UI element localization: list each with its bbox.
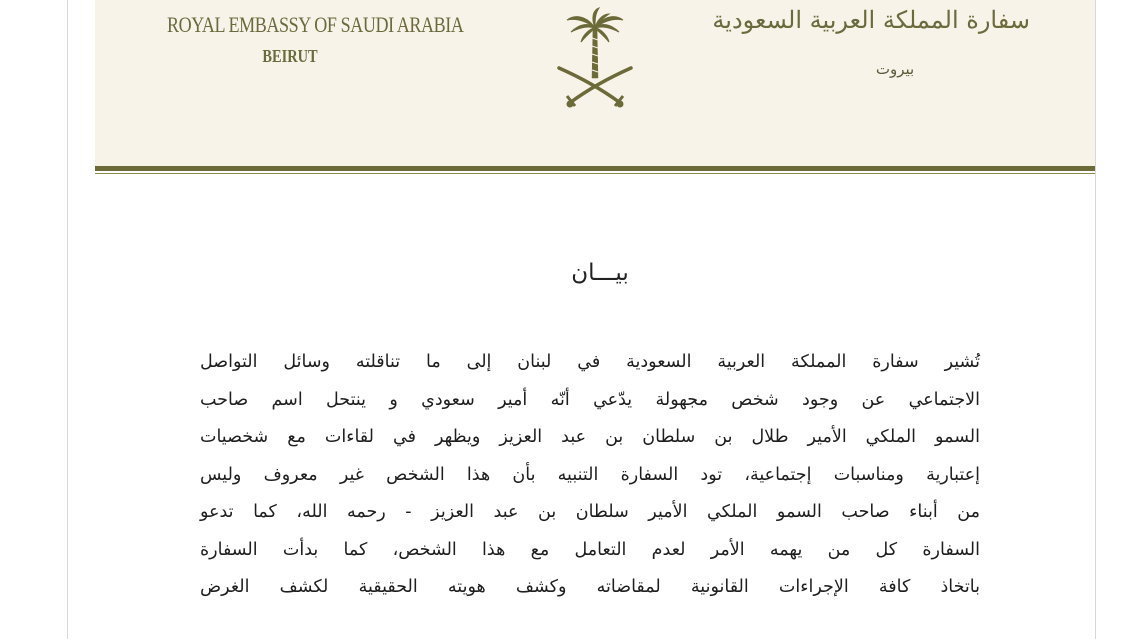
statement-line: باتخاذ كافة الإجراءات القانونية لمقاضاته وكشف هويته الحقيقية لكشف الغرض [200, 577, 980, 597]
statement-heading: بيـــان [571, 260, 629, 286]
statement-line: تُشير سفارة المملكة العربية السعودية في لبنان إلى ما تناقلته وسائل التواصل [200, 352, 980, 372]
english-embassy-title: ROYAL EMBASSY OF SAUDI ARABIA [167, 12, 464, 37]
statement-line: من أبناء صاحب السمو الملكي الأمير سلطان بن عبد العزيز - رحمه الله، كما تدعو [200, 502, 980, 522]
palm-swords-emblem-icon [553, 6, 637, 110]
statement-body [200, 344, 980, 607]
statement-line: الاجتماعي عن وجود شخص مجهولة يدّعي أنّه أمير سعودي و ينتحل اسم صاحب [200, 389, 980, 410]
statement-line: السفارة كل من يهمه الأمر لعدم التعامل مع هذا الشخص، كما بدأت السفارة [200, 539, 980, 560]
arabic-embassy-title: سفارة المملكة العربية السعودية [712, 6, 1030, 34]
statement-line: إعتبارية ومناسبات إجتماعية، تود السفارة التنبيه بأن هذا الشخص غير معروف وليس [200, 464, 980, 485]
letterhead-rule [95, 166, 1095, 171]
letterhead-rule-thin [95, 173, 1095, 174]
statement-line: السمو الملكي الأمير طلال بن سلطان بن عبد العزيز ويظهر في لقاءات مع شخصيات [200, 427, 980, 447]
arabic-city: بيروت [875, 60, 915, 78]
english-city: BEIRUT [262, 46, 318, 66]
